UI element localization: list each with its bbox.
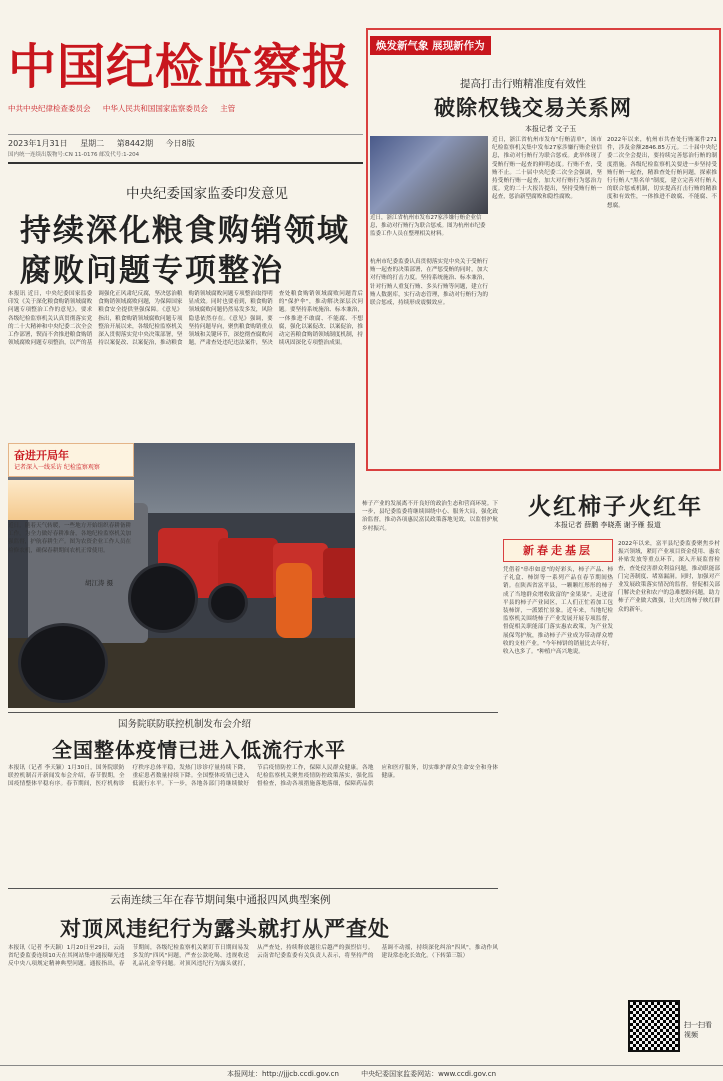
masthead-sponsors xyxy=(8,103,360,114)
footer-site[interactable]: 本报网址：http://jjjcb.ccdi.gov.cn xyxy=(226,1070,339,1078)
persimmon-author: 本报记者 薛鹏 李晓燕 谢予雁 报道 xyxy=(554,521,661,529)
covid-title: 全国整体疫情已进入低流行水平 xyxy=(52,738,346,762)
sponsor-nsc: 中华人民共和国国家监察委员会 xyxy=(102,104,208,113)
section-divider-1 xyxy=(8,712,498,713)
yunnan-body: 本报讯（记者 李天颖）1月20日至29日，云南省纪委监委连续10天在其网站集中通报曝光违反中央八项规定精神典型问题。通报指出，春节期间，各级纪检监察机关紧盯节日期间易发多发的"四风"问题，严查公款吃喝、违规收送礼品礼金等问题。对顶风违纪行为露头就打，从严查处，持续释放越往后越严的强烈信号。云南省纪委监委有关负责人表示，将坚持严的基调不动摇，持续深化纠治"四风"，推动作风建设常态化长效化。（下转第三版） xyxy=(8,945,498,968)
covid-kicker: 国务院联防联控机制发布会介绍 xyxy=(118,719,252,730)
feature-subtitle: 提高打击行贿精准度有效性 xyxy=(460,78,586,90)
issue-pages: 今日8版 xyxy=(165,139,195,148)
masthead xyxy=(8,28,360,116)
covid-body: 本报讯（记者 李天颖）1月30日，国务院联防联控机制召开新闻发布会介绍，春节假期，全国疫情整体平稳有序。春节期间，医疗机构诊疗秩序总体平稳，发热门诊诊疗量持续下降，重症患者数量持续下降。全国整体疫情已进入低流行水平。下一步，各地各部门将继续做好节后疫情防控工作，保障人民群众健康。各地纪检监察机关聚焦疫情防控政策落实，强化监督检查，推动各项措施落地落细，保障药品供应和医疗服务，切实维护群众生命安全和身体健康。 xyxy=(8,765,498,788)
cartoon-caption: 近日，随着天气转暖，一些地方开始组织春耕备耕工作。为全力做好春耕准备，各地纪检监察机关加强监督，护航春耕生产。图为农资企业工作人员在检修农机，确保春耕期间农机正常使用。 xyxy=(8,523,132,554)
persimmon-body-col2: 2022年以来，富平县纪委监委聚焦乡村振兴领域，紧盯产业项目资金使用、惠农补贴发放等重点环节，深入开展监督检查，查处侵害群众利益问题，推动职能部门完善制度、堵塞漏洞。同时，加强对产业发展政策落实情况的监督，督促相关部门解决企业和农户的急难愁盼问题，助力柿子产业做大做强，让火红的柿子映红群众的新年。 xyxy=(618,541,720,613)
qr-label: 扫一扫看视频 xyxy=(684,1021,712,1039)
feature-photo-caption: 近日，浙江省杭州市发布27家涉嫌行贿企业信息，推动对行贿行为联合惩戒。图为杭州市纪委监委工作人员在整理相关材料。 xyxy=(370,215,486,237)
feature-body-col2: 2022年以来，杭州市共查处行贿案件271件，涉及金额2846.85万元。二十届中央纪委二次全会提出，要持续完善惩治行贿的制度措施。各级纪检监察机关要进一步坚持受贿行贿一起查，精准查处行贿问题，探索推行行贿人"黑名单"制度，建立完善对行贿人的联合惩戒机制，切实提高打击行贿的精准度和有效性，一体推进不敢腐、不能腐、不想腐。 xyxy=(607,137,717,209)
cartoon-author: 胡江涛 摄 xyxy=(85,579,114,587)
issue-meta xyxy=(8,134,363,149)
sponsor-role: 主管 xyxy=(220,104,236,113)
badge-title: 奋进开局年 xyxy=(14,449,69,462)
feature-photo xyxy=(370,136,488,214)
persimmon-title: 火红柿子火红年 xyxy=(528,494,703,520)
qr-code[interactable] xyxy=(628,1000,680,1052)
footer-web[interactable]: 中央纪委国家监委网站：www.ccdi.gov.cn xyxy=(361,1070,497,1078)
feature-author: 本报记者 文子玉 xyxy=(525,125,577,133)
persimmon-column-tag: 新春走基层 xyxy=(503,539,613,562)
issue-codes: 国内统一连续出版物号:CN 11-0176 邮发代号:1-204 xyxy=(8,150,363,164)
badge-subtitle: 记者深入一线采访 纪检监察观察 xyxy=(14,464,100,471)
section-divider-2 xyxy=(8,888,498,889)
issue-date: 2023年1月31日 xyxy=(8,139,68,148)
feature-title: 破除权钱交易关系网 xyxy=(434,95,632,120)
feature-body-col1: 近日，浙江省杭州市发布"行贿清单"，该市纪检监察机关集中发布27家涉嫌行贿企业信息，推动对行贿行为联合惩戒。此举体现了受贿行贿一起查的鲜明态度。行贿不查，受贿不止。二十届中央纪委二次全会强调，坚持受贿行贿一起查，加大对行贿行为惩治力度。党的二十大报告提出，坚持受贿行贿一起查，惩治新型腐败和隐性腐败。 xyxy=(492,137,602,201)
persimmon-body-col1: 凭借着"串串如意"的好彩头，柿子产品、柿子礼盒、柿饼等一系列产品在春节期间热销。在陕西省富平县，一颗颗红彤彤的柿子成了当地群众增收致富的"金果果"。走进富平县的柿子产业园区，工人们正忙着加工包装柿饼，一派繁忙景象。近年来，当地纪检监察机关围绕柿子产业发展开展专项监督，督促相关职能部门落实惠农政策，为产业发展保驾护航，推动柿子产业成为带动群众增收的支柱产业。"今年柿饼的销量比去年好，收入也多了。"种植户高兴地说。 xyxy=(503,567,613,656)
sponsor-ccdi: 中共中央纪律检查委员会 xyxy=(8,104,91,113)
feature-body-col0: 杭州市纪委监委认真贯彻落实党中央关于受贿行贿一起查的决策部署，在严惩受贿的同时，加大对行贿的打击力度。坚持系统施治、标本兼治，针对行贿人重复行贿、多头行贿等问题，建立行贿人数据库，实行动态管理，推动对行贿行为的联合惩戒，持续形成震慑效应。 xyxy=(370,259,488,307)
feature-column-tag: 焕发新气象 展现新作为 xyxy=(370,36,491,55)
issue-number: 第8442期 xyxy=(116,139,154,148)
yunnan-title: 对顶风违纪行为露头就打从严查处 xyxy=(60,916,390,941)
persimmon-body-col0: 柿子产业的发展离不开良好的政治生态和营商环境。下一步，县纪委监委将继续围绕中心、服务大局，强化政治监督，推动各项惠民富民政策落地见效，以监督护航乡村振兴。 xyxy=(362,501,498,532)
lead-kicker: 中央纪委国家监委印发意见 xyxy=(126,186,288,202)
lead-body: 本报讯 近日，中央纪委国家监委印发《关于深化粮食购销领域腐败问题专项整治工作的意见》，要求各级纪检监察机关认真贯彻落实党的二十大精神和中央纪委二次全会工作部署，锲而不舍推进粮食购销领域腐败问题专项整治，以严的基调强化正风肃纪反腐，坚决惩治粮食购销领域腐败问题，为保障国家粮食安全提供坚强保障。《意见》指出，粮食购销领域腐败问题专项整治开展以来，各级纪检监察机关深入贯彻落实党中央决策部署，坚持以案促改、以案促治，推动粮食购销领域腐败问题专项整治取得明显成效。同时也要看到，粮食购销领域腐败问题仍然易发多发，风险隐患依然存在。《意见》强调，要坚持问题导向，聚焦粮食购销重点领域和关键环节，深挖彻查腐败问题，严肃查处违纪违法案件，坚决查处粮食购销领域腐败问题背后的"保护伞"，推动解决深层次问题。要坚持系统施治、标本兼治，一体推进不敢腐、不能腐、不想腐，强化以案促改、以案促治，推动完善粮食购销领域制度机制，持续巩固深化专项整治成果。 xyxy=(8,291,363,347)
issue-weekday: 星期二 xyxy=(80,139,105,148)
lead-title-line1: 持续深化粮食购销领域 xyxy=(20,213,350,249)
cartoon-illustration xyxy=(8,480,134,520)
masthead-title: 中国纪检监察报 xyxy=(8,39,352,95)
yunnan-kicker: 云南连续三年在春节期间集中通报四风典型案例 xyxy=(110,894,331,906)
lead-title-line2: 腐败问题专项整治 xyxy=(20,253,284,289)
footer xyxy=(0,1065,723,1079)
